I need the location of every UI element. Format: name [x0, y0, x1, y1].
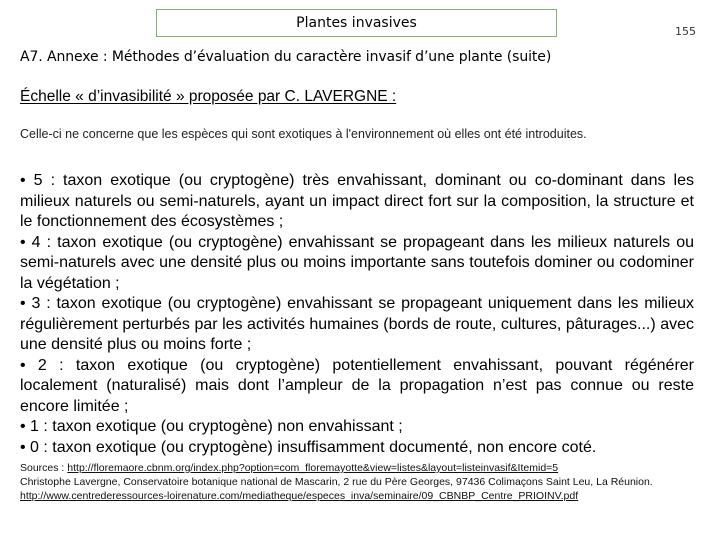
criterion-2: • 2 : taxon exotique (ou cryptogène) potentiellement envahissant, pouvant régénérer localement (naturalisé) mais dont l’ampleur de la propagation n’est pas connue ou reste encore limitée ; — [20, 356, 694, 415]
sources-block — [20, 461, 710, 503]
source-link-floremaore[interactable]: http://floremaore.cbnm.org/index.php?option=com_floremayotte&view=listes&layout=listeinvasif&Itemid=5 — [67, 462, 559, 474]
source-author-text: Christophe Lavergne, Conservatoire botanique national de Mascarin, 2 rue du Père Georges, 97436 Colimaçons Saint Leu, La Réunion. — [20, 476, 653, 488]
criterion-4: • 4 : taxon exotique (ou cryptogène) envahissant se propageant dans les milieux naturels ou semi-naturels avec une densité plus ou moins importante sans toutefois dominer ou codominer la végétation ; — [20, 233, 694, 292]
criterion-1: • 1 : taxon exotique (ou cryptogène) non envahissant ; — [20, 418, 403, 435]
criterion-3: • 3 : taxon exotique (ou cryptogène) envahissant se propageant uniquement dans les milieux régulièrement perturbés par les activités humaines (bords de route, cultures, pâturages...) avec une densité plus ou moins forte ; — [20, 295, 694, 353]
criterion-5: • 5 : taxon exotique (ou cryptogène) très envahissant, dominant ou co-dominant dans les milieux naturels ou semi-naturels, ayant un impact direct fort sur la composition, la structure et le fonctionnement des écosystèmes ; — [20, 172, 694, 230]
section-title: A7. Annexe : Méthodes d’évaluation du caractère invasif d’une plante (suite) — [20, 49, 552, 65]
invasiveness-criteria-list — [20, 171, 694, 458]
sources-label: Sources : — [20, 462, 68, 474]
page-number: 155 — [675, 25, 696, 38]
criterion-0: • 0 : taxon exotique (ou cryptogène) insuffisamment documenté, non encore coté. — [20, 438, 597, 456]
intro-text: Celle-ci ne concerne que les espèces qui sont exotiques à l'environnement où elles ont été introduites. — [20, 127, 587, 141]
source-link-centrederessources[interactable]: http://www.centrederessources-loirenature.com/mediatheque/especes_inva/seminaire/09_CBNBP_Centre_PRIOINV.pdf — [20, 490, 579, 502]
scale-title: Échelle « d’invasibilité » proposée par C. LAVERGNE : — [20, 88, 397, 105]
page-header-title: Plantes invasives — [156, 9, 557, 37]
